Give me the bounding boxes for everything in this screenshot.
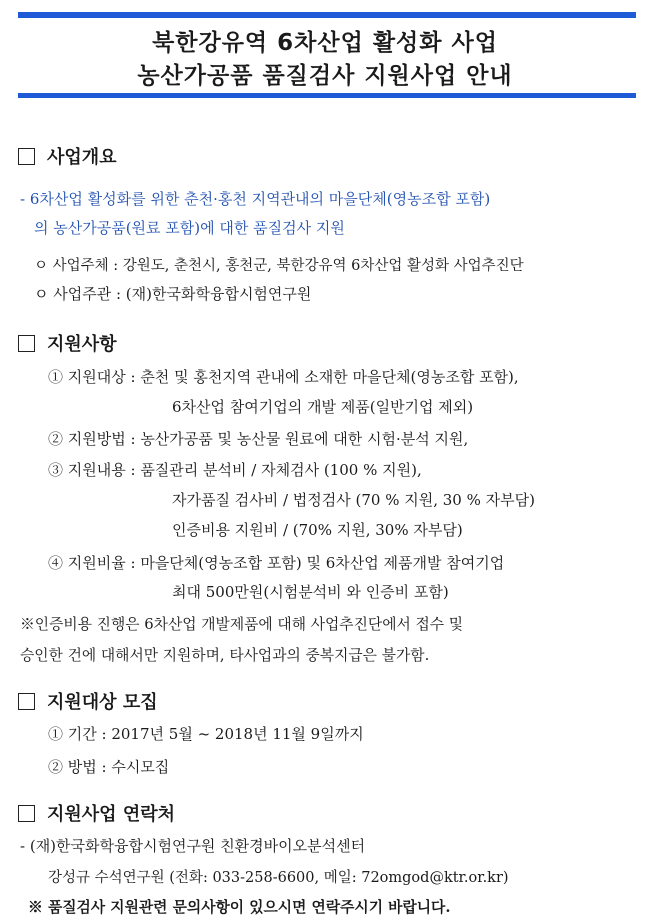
page-title-line2: 농산가공품 품질검사 지원사업 안내 [137,63,513,89]
checkbox-square-icon [18,693,35,710]
support-content-line1: ③ 지원내용 : 품질관리 분석비 / 자체검사 (100 % 지원), [48,461,422,479]
section-heading-contact [18,800,175,826]
section-heading-text: 사업개요 [47,147,117,168]
section-heading-overview [18,143,117,169]
section-heading-text: 지원사업 연락처 [47,804,175,825]
top-rule [18,12,636,18]
overview-desc-line1: - 6차산업 활성화를 위한 춘천·홍천 지역관내의 마을단체(영농조합 포함) [20,190,491,208]
support-content-line3: 인증비용 지원비 / (70% 지원, 30% 자부담) [172,521,463,539]
overview-desc-line2: 의 농산가공품(원료 포함)에 대한 품질검사 지원 [34,219,345,237]
checkbox-square-icon [18,335,35,352]
recruit-period: ① 기간 : 2017년 5월 ~ 2018년 11월 9일까지 [48,725,364,743]
support-note-line2: 승인한 건에 대해서만 지원하며, 타사업과의 중복지급은 불가함. [20,647,430,664]
support-target-line2: 6차산업 참여기업의 개발 제품(일반기업 제외) [172,398,474,416]
checkbox-square-icon [18,805,35,822]
page-title-line1: 북한강유역 6차산업 활성화 사업 [152,30,498,56]
section-heading-support [18,330,117,356]
support-ratio-line2: 최대 500만원(시험분석비 와 인증비 포함) [172,583,449,601]
checkbox-square-icon [18,148,35,165]
contact-org: - (재)한국화학융합시험연구원 친환경바이오분석센터 [20,837,366,855]
recruit-method: ② 방법 : 수시모집 [48,758,170,776]
support-content-line2: 자가품질 검사비 / 법정검사 (70 % 지원, 30 % 자부담) [172,491,535,509]
contact-note: ※ 품질검사 지원관련 문의사항이 있으시면 연락주시기 바랍니다. [28,899,451,916]
section-heading-recruit [18,688,158,714]
section-heading-text: 지원사항 [47,334,117,355]
bottom-rule [18,93,636,98]
section-heading-text: 지원대상 모집 [47,692,158,713]
contact-person: 강성규 수석연구원 (전화: 033-258-6600, 메일: 72omgod@ktr.or.kr) [48,870,509,886]
overview-host: ㅇ 사업주체 : 강원도, 춘천시, 홍천군, 북한강유역 6차산업 활성화 사업추진단 [34,258,524,274]
overview-operator: ㅇ 사업주관 : (재)한국화학융합시험연구원 [34,285,312,303]
support-target-line1: ① 지원대상 : 춘천 및 홍천지역 관내에 소재한 마을단체(영농조합 포함), [48,368,519,386]
support-method: ② 지원방법 : 농산가공품 및 농산물 원료에 대한 시험·분석 지원, [48,430,469,448]
support-ratio-line1: ④ 지원비율 : 마을단체(영농조합 포함) 및 6차산업 제품개발 참여기업 [48,554,505,572]
support-note-line1: ※인증비용 진행은 6차산업 개발제품에 대해 사업추진단에서 접수 및 [20,616,464,633]
